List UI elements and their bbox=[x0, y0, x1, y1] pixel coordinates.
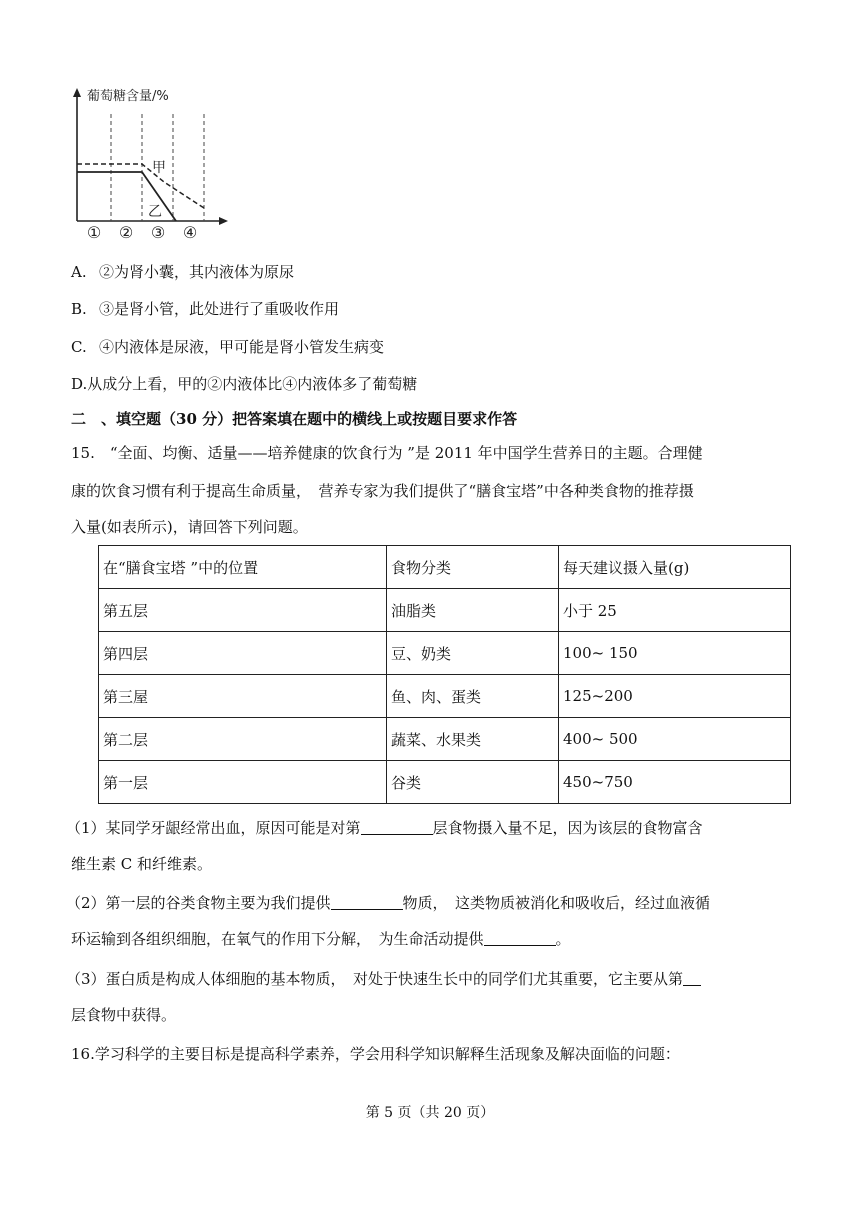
x-label-3: ③ bbox=[150, 223, 166, 242]
q15-sub2-text-d: 。 bbox=[555, 930, 571, 948]
q15-line-3: 入量(如表所示)，请回答下列问题。 bbox=[71, 518, 308, 536]
table-cell: 豆、奶类 bbox=[387, 632, 559, 675]
curve-jia bbox=[77, 164, 204, 208]
option-b-label: B. bbox=[71, 300, 87, 318]
q15-sub1-line-1 bbox=[66, 818, 703, 838]
option-a-label: A. bbox=[71, 263, 87, 281]
table-cell: 第一层 bbox=[99, 761, 387, 804]
table-row bbox=[99, 675, 791, 718]
table-cell: 第四层 bbox=[99, 632, 387, 675]
q15-sub2-text-a: （2）第一层的谷类食物主要为我们提供 bbox=[66, 894, 331, 912]
answer-blank-1[interactable] bbox=[361, 818, 433, 835]
table-cell: 450~750 bbox=[559, 761, 791, 804]
q15-sub3-text-a: （3）蛋白质是构成人体细胞的基本物质， 对处于快速生长中的同学们尤其重要，它主要从第 bbox=[66, 970, 684, 988]
glucose-figure bbox=[70, 86, 230, 242]
q15-sub2-text-c: 环运输到各组织细胞，在氧气的作用下分解， 为生命活动提供 bbox=[71, 930, 484, 948]
x-label-4: ④ bbox=[182, 223, 198, 242]
table-cell: 第二层 bbox=[99, 718, 387, 761]
y-axis-label: 葡萄糖含量/% bbox=[87, 89, 169, 104]
q15-sub3-line-1 bbox=[66, 969, 701, 989]
x-label-1: ① bbox=[86, 223, 102, 242]
answer-blank-3[interactable] bbox=[484, 929, 556, 946]
curve-jia-label: 甲 bbox=[152, 160, 166, 176]
q15-sub1-line-2: 维生素 C 和纤维素。 bbox=[71, 855, 213, 873]
diet-pagoda-table bbox=[98, 545, 791, 804]
table-cell: 油脂类 bbox=[387, 589, 559, 632]
answer-blank-4[interactable] bbox=[683, 969, 701, 986]
option-b-text: ③是肾小管，此处进行了重吸收作用 bbox=[99, 300, 340, 318]
answer-blank-2[interactable] bbox=[331, 893, 403, 910]
option-c-label: C. bbox=[71, 338, 87, 356]
option-c bbox=[71, 337, 384, 357]
section-title: 二 、填空题（30 分）把答案填在题中的横线上或按题目要求作答 bbox=[71, 410, 518, 428]
table-cell: 谷类 bbox=[387, 761, 559, 804]
q15-sub2-text-b: 物质， 这类物质被消化和吸收后，经过血液循 bbox=[402, 894, 711, 912]
x-axis-arrow bbox=[219, 217, 228, 225]
curve-yi-label: 乙 bbox=[148, 204, 162, 220]
table-cell: 第五层 bbox=[99, 589, 387, 632]
x-axis-labels bbox=[87, 223, 197, 242]
q15-sub1-text-b: 层食物摄入量不足，因为该层的食物富含 bbox=[432, 819, 703, 837]
option-d-text: 从成分上看，甲的②内液体比④内液体多了葡萄糖 bbox=[87, 375, 418, 393]
table-cell: 小于 25 bbox=[559, 589, 791, 632]
q15-sub3-line-2: 层食物中获得。 bbox=[71, 1006, 177, 1024]
table-cell: 125~200 bbox=[559, 675, 791, 718]
table-row bbox=[99, 718, 791, 761]
q16-text: 16.学习科学的主要目标是提高科学素养，学会用科学知识解释生活现象及解决面临的问题： bbox=[71, 1045, 680, 1063]
q15-sub1-text-a: （1）某同学牙龈经常出血，原因可能是对第 bbox=[66, 819, 361, 837]
table-header-row bbox=[99, 546, 791, 589]
table-cell: 鱼、肉、蛋类 bbox=[387, 675, 559, 718]
option-a bbox=[71, 262, 294, 282]
option-a-text: ②为肾小囊，其内液体为原尿 bbox=[99, 263, 295, 281]
q15-line-2: 康的饮食习惯有利于提高生命质量， 营养专家为我们提供了“膳食宝塔”中各种类食物的推荐摄 bbox=[71, 482, 694, 500]
table-cell: 蔬菜、水果类 bbox=[387, 718, 559, 761]
table-header-cell: 在“膳食宝塔 ”中的位置 bbox=[99, 546, 387, 589]
table-row bbox=[99, 632, 791, 675]
table-cell: 400~ 500 bbox=[559, 718, 791, 761]
glucose-chart bbox=[70, 86, 230, 242]
q15-sub2-line-2 bbox=[71, 929, 571, 949]
table-header-cell: 每天建议摄入量(g) bbox=[559, 546, 791, 589]
option-d bbox=[71, 374, 417, 394]
option-b bbox=[71, 299, 339, 319]
table-cell: 第三屋 bbox=[99, 675, 387, 718]
table-header-cell: 食物分类 bbox=[387, 546, 559, 589]
table-cell: 100~ 150 bbox=[559, 632, 791, 675]
q15-line-1: 15. “全面、均衡、适量——培养健康的饮食行为 ”是 2011 年中国学生营养日的主题。合理健 bbox=[71, 444, 703, 462]
page-footer: 第 5 页（共 20 页） bbox=[365, 1105, 495, 1121]
y-axis-arrow bbox=[73, 88, 81, 97]
option-c-text: ④内液体是尿液，甲可能是肾小管发生病变 bbox=[99, 338, 385, 356]
table-row bbox=[99, 589, 791, 632]
table-row bbox=[99, 761, 791, 804]
option-d-label: D. bbox=[71, 375, 88, 393]
x-label-2: ② bbox=[118, 223, 134, 242]
q15-sub2-line-1 bbox=[66, 893, 710, 913]
